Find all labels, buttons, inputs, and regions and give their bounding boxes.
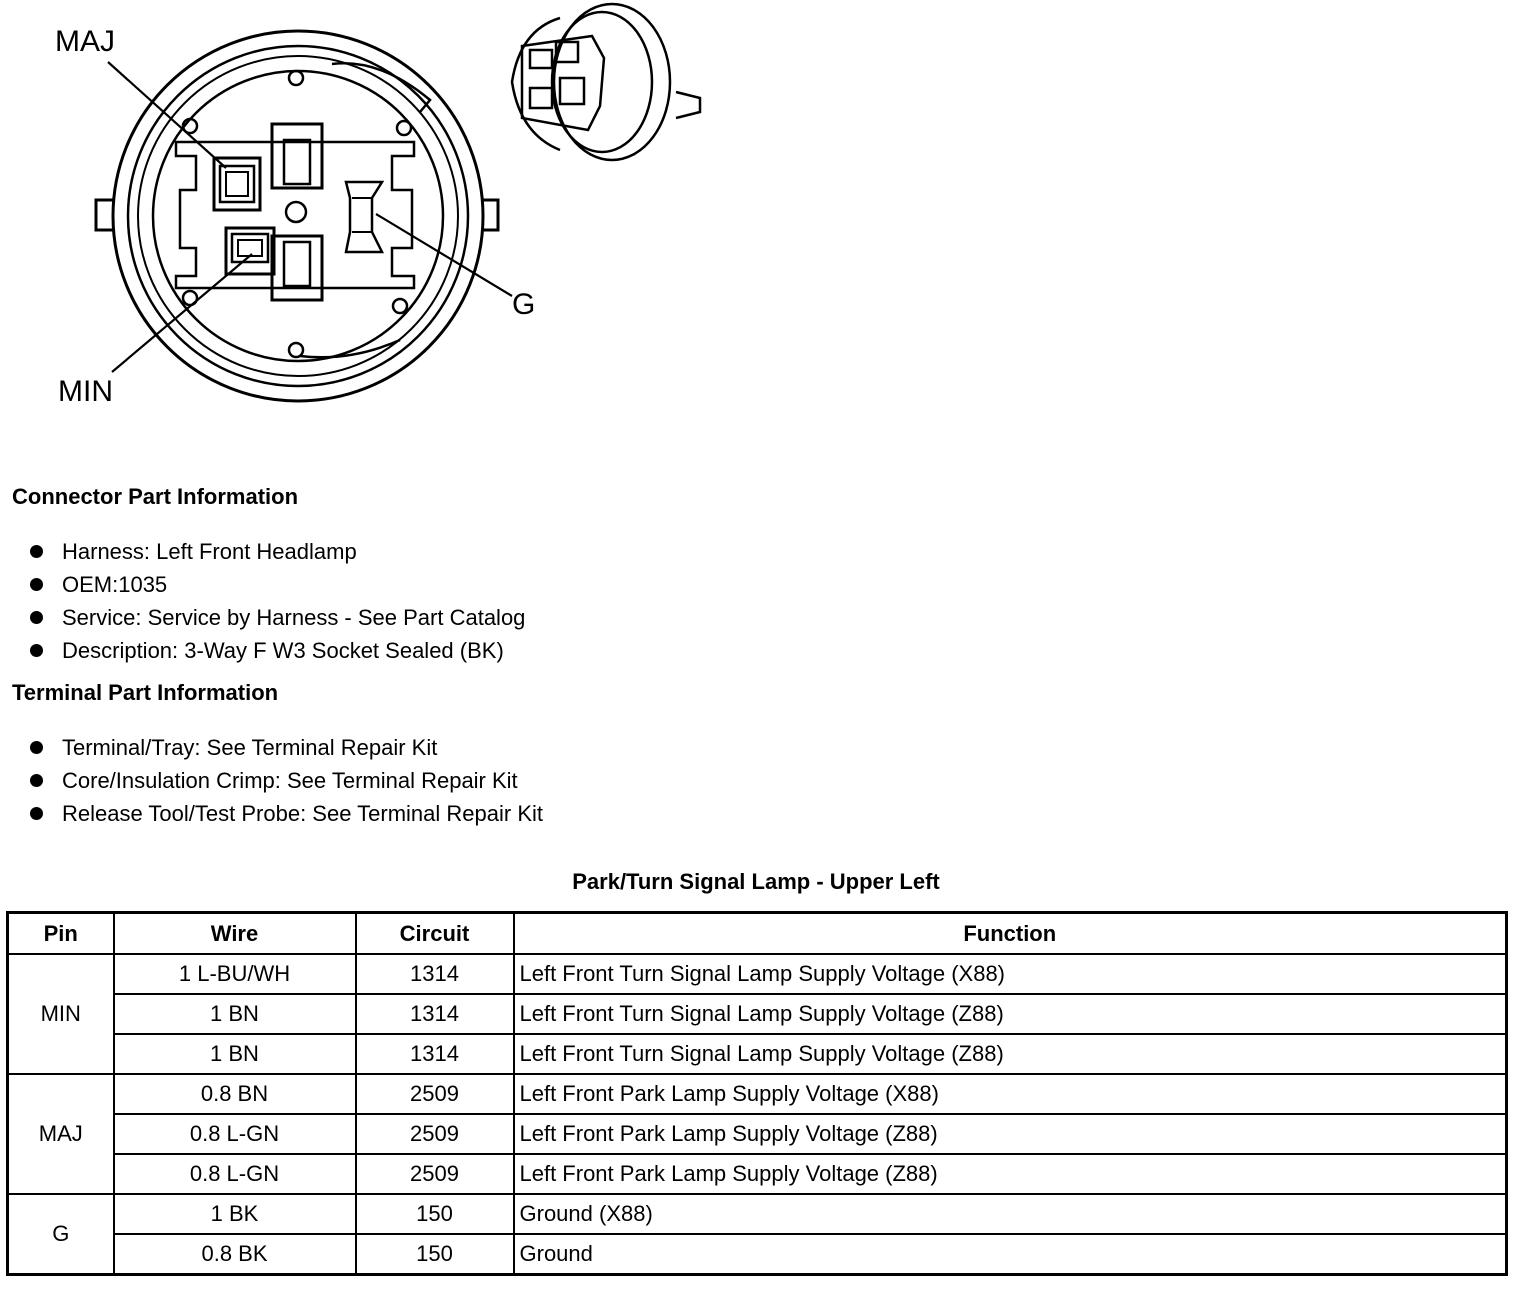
table-row [8,1234,1507,1275]
connector-diagram [0,0,720,430]
list-item: OEM:1035 [26,568,525,601]
wire-cell: 1 L-BU/WH [114,954,356,994]
list-item: Release Tool/Test Probe: See Terminal Repair Kit [26,797,543,830]
function-cell: Left Front Park Lamp Supply Voltage (Z88) [514,1154,1507,1194]
connector-info-list [26,535,525,667]
circuit-cell: 2509 [356,1154,514,1194]
header-circuit: Circuit [356,913,514,955]
pin-cell: MAJ [8,1074,114,1194]
callout-maj: MAJ [55,25,115,58]
table-title: Park/Turn Signal Lamp - Upper Left [572,869,940,894]
function-cell: Ground (X88) [514,1194,1507,1234]
circuit-cell: 1314 [356,954,514,994]
bullet-icon [30,611,43,624]
bullet-icon [30,578,43,591]
list-item: Harness: Left Front Headlamp [26,535,525,568]
wire-cell: 0.8 BN [114,1074,356,1114]
table-row [8,1114,1507,1154]
terminal-info-heading: Terminal Part Information [12,680,279,705]
connector-info-heading: Connector Part Information [12,484,299,509]
bullet-icon [30,807,43,820]
table-row [8,994,1507,1034]
function-cell: Left Front Turn Signal Lamp Supply Voltage (Z88) [514,994,1507,1034]
wire-cell: 1 BK [114,1194,356,1234]
table-header-row [8,913,1507,955]
function-cell: Left Front Turn Signal Lamp Supply Voltage (X88) [514,954,1507,994]
wire-cell: 1 BN [114,994,356,1034]
terminal-info-list [26,731,543,830]
header-function: Function [514,913,1507,955]
function-cell: Left Front Park Lamp Supply Voltage (X88) [514,1074,1507,1114]
bullet-icon [30,741,43,754]
circuit-cell: 2509 [356,1114,514,1154]
circuit-cell: 1314 [356,994,514,1034]
list-item: Description: 3-Way F W3 Socket Sealed (BK) [26,634,525,667]
circuit-cell: 2509 [356,1074,514,1114]
table-row [8,1194,1507,1234]
table-row [8,1154,1507,1194]
list-item: Terminal/Tray: See Terminal Repair Kit [26,731,543,764]
list-item: Service: Service by Harness - See Part Catalog [26,601,525,634]
bullet-icon [30,774,43,787]
function-cell: Left Front Park Lamp Supply Voltage (Z88) [514,1114,1507,1154]
function-cell: Ground [514,1234,1507,1275]
bullet-icon [30,644,43,657]
table-row [8,954,1507,994]
callout-g: G [512,288,536,321]
connector-outer-ring [113,31,483,401]
wire-cell: 0.8 BK [114,1234,356,1275]
header-pin: Pin [8,913,114,955]
header-wire: Wire [114,913,356,955]
bullet-icon [30,545,43,558]
wire-cell: 0.8 L-GN [114,1114,356,1154]
table-row [8,1034,1507,1074]
circuit-cell: 1314 [356,1034,514,1074]
circuit-cell: 150 [356,1234,514,1275]
pin-cell: G [8,1194,114,1275]
callout-min: MIN [58,375,113,408]
pin-cell: MIN [8,954,114,1074]
wire-cell: 0.8 L-GN [114,1154,356,1194]
table-row [8,1074,1507,1114]
circuit-cell: 150 [356,1194,514,1234]
pinout-table [6,911,1508,1276]
list-item: Core/Insulation Crimp: See Terminal Repair Kit [26,764,543,797]
function-cell: Left Front Turn Signal Lamp Supply Voltage (Z88) [514,1034,1507,1074]
wire-cell: 1 BN [114,1034,356,1074]
socket-perspective-view [512,4,700,160]
